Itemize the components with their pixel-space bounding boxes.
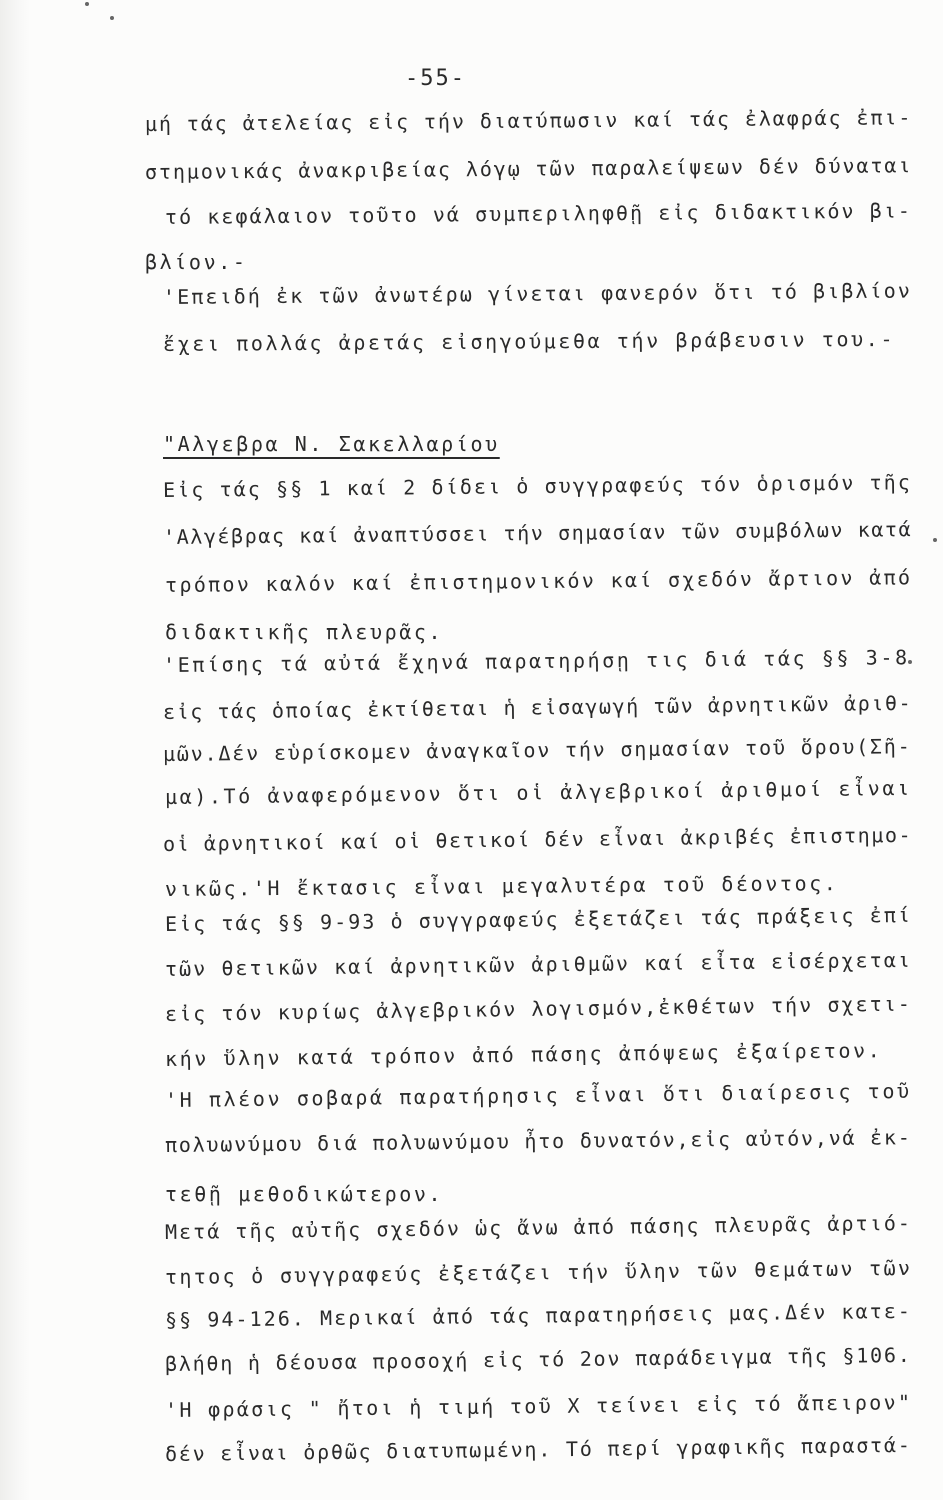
section-heading: "Αλγεβρα Ν. Σακελλαρίου	[163, 432, 500, 456]
text-line: 'Επίσης τά αὐτά ἔχηνά παρατηρήσῃ τις διά τάς §§ 3-8	[162, 645, 910, 677]
text-line: 'Η πλέον σοβαρά παρατήρησις εἶναι ὅτι διαίρεσις τοῦ	[164, 1078, 912, 1112]
text-line: δέν εἶναι ὀρθῶς διατυπωμένη. Τό περί γραφικῆς παραστά-	[164, 1432, 912, 1466]
text-line: μῶν.Δέν εὑρίσκομεν ἀναγκαῖον τήν σημασίαν τοῦ ὅρου(Σῆ-	[162, 734, 912, 766]
text-line: Μετά τῆς αὐτῆς σχεδόν ὡς ἄνω ἀπό πάσης πλευρᾶς ἀρτιό-	[164, 1210, 913, 1244]
text-line: τρόπον καλόν καί ἐπιστημονικόν καί σχεδόν ἄρτιον ἀπό	[164, 565, 913, 597]
text-line: εἰς τάς ὁποίας ἐκτίθεται ἡ εἰσαγωγή τῶν ἀρνητικῶν ἀριθ-	[162, 690, 913, 724]
text-line: Εἰς τάς §§ 9-93 ὁ συγγραφεύς ἐξετάζει τάς πράξεις ἐπί	[164, 902, 913, 936]
text-line: στημονικάς ἀνακριβείας λόγῳ τῶν παραλείψεων δέν δύναται	[144, 153, 913, 184]
scan-speck	[110, 16, 114, 20]
scan-speck	[933, 538, 937, 542]
text-line: πολυωνύμου διά πολυωνύμου ἦτο δυνατόν,εἰς αὐτόν,νά ἐκ-	[164, 1125, 912, 1157]
text-line: βλίον.-	[145, 250, 248, 274]
text-line: τεθῇ μεθοδικώτερον.	[165, 1182, 444, 1206]
text-line: 'Η φράσις " ἤτοι ἡ τιμή τοῦ Χ τείνει εἰς τό ἄπειρον"	[164, 1390, 913, 1422]
text-line: διδακτικῆς πλευρᾶς.	[165, 620, 444, 644]
text-line: κήν ὕλην κατά τρόπον ἀπό πάσης ἀπόψεως ἐξαίρετον.	[164, 1038, 883, 1071]
text-line: οἱ ἀρνητικοί καί οἱ θετικοί δέν εἶναι ἀκριβές ἐπιστημο-	[162, 822, 913, 856]
text-line: βλήθη ἡ δέουσα προσοχή εἰς τό 2ον παράδειγμα τῆς §106.	[164, 1342, 912, 1376]
text-line: μα).Τό ἀναφερόμενον ὅτι οἱ ἀλγεβρικοί ἀριθμοί εἶναι	[164, 775, 912, 809]
text-line: νικῶς.'Η ἔκτασις εἶναι μεγαλυτέρα τοῦ δέοντος.	[164, 871, 839, 901]
page-number: -55-	[405, 66, 466, 91]
text-line: 'Αλγέβρας καί ἀναπτύσσει τήν σημασίαν τῶν συμβόλων κατά	[162, 517, 913, 549]
text-line: τητος ὁ συγγραφεύς ἐξετάζει τήν ὕλην τῶν θεμάτων τῶν	[164, 1255, 913, 1289]
text-line: τό κεφάλαιον τοῦτο νά συμπεριληφθῇ εἰς διδακτικόν βι-	[164, 198, 913, 229]
text-line: τῶν θετικῶν καί ἀρνητικῶν ἀριθμῶν καί εἶτα εἰσέρχεται	[164, 947, 913, 981]
scan-speck	[85, 2, 89, 6]
text-line: Εἰς τάς §§ 1 καί 2 δίδει ὁ συγγραφεύς τόν ὁρισμόν τῆς	[162, 470, 913, 502]
text-line: εἰς τόν κυρίως ἀλγεβρικόν λογισμόν,ἐκθέτων τήν σχετι-	[164, 991, 913, 1026]
text-line: μή τάς ἀτελείας εἰς τήν διατύπωσιν καί τάς ἐλαφράς ἐπι-	[144, 105, 913, 136]
text-line: ἔχει πολλάς ἀρετάς εἰσηγούμεθα τήν βράβευσιν του.-	[162, 326, 896, 356]
text-line: §§ 94-126. Μερικαί ἀπό τάς παρατηρήσεις μας.Δέν κατε-	[164, 1298, 913, 1332]
scan-left-edge	[0, 0, 30, 1500]
text-line: 'Επειδή ἐκ τῶν ἀνωτέρω γίνεται φανερόν ὅτι τό βιβλίον	[162, 278, 913, 309]
